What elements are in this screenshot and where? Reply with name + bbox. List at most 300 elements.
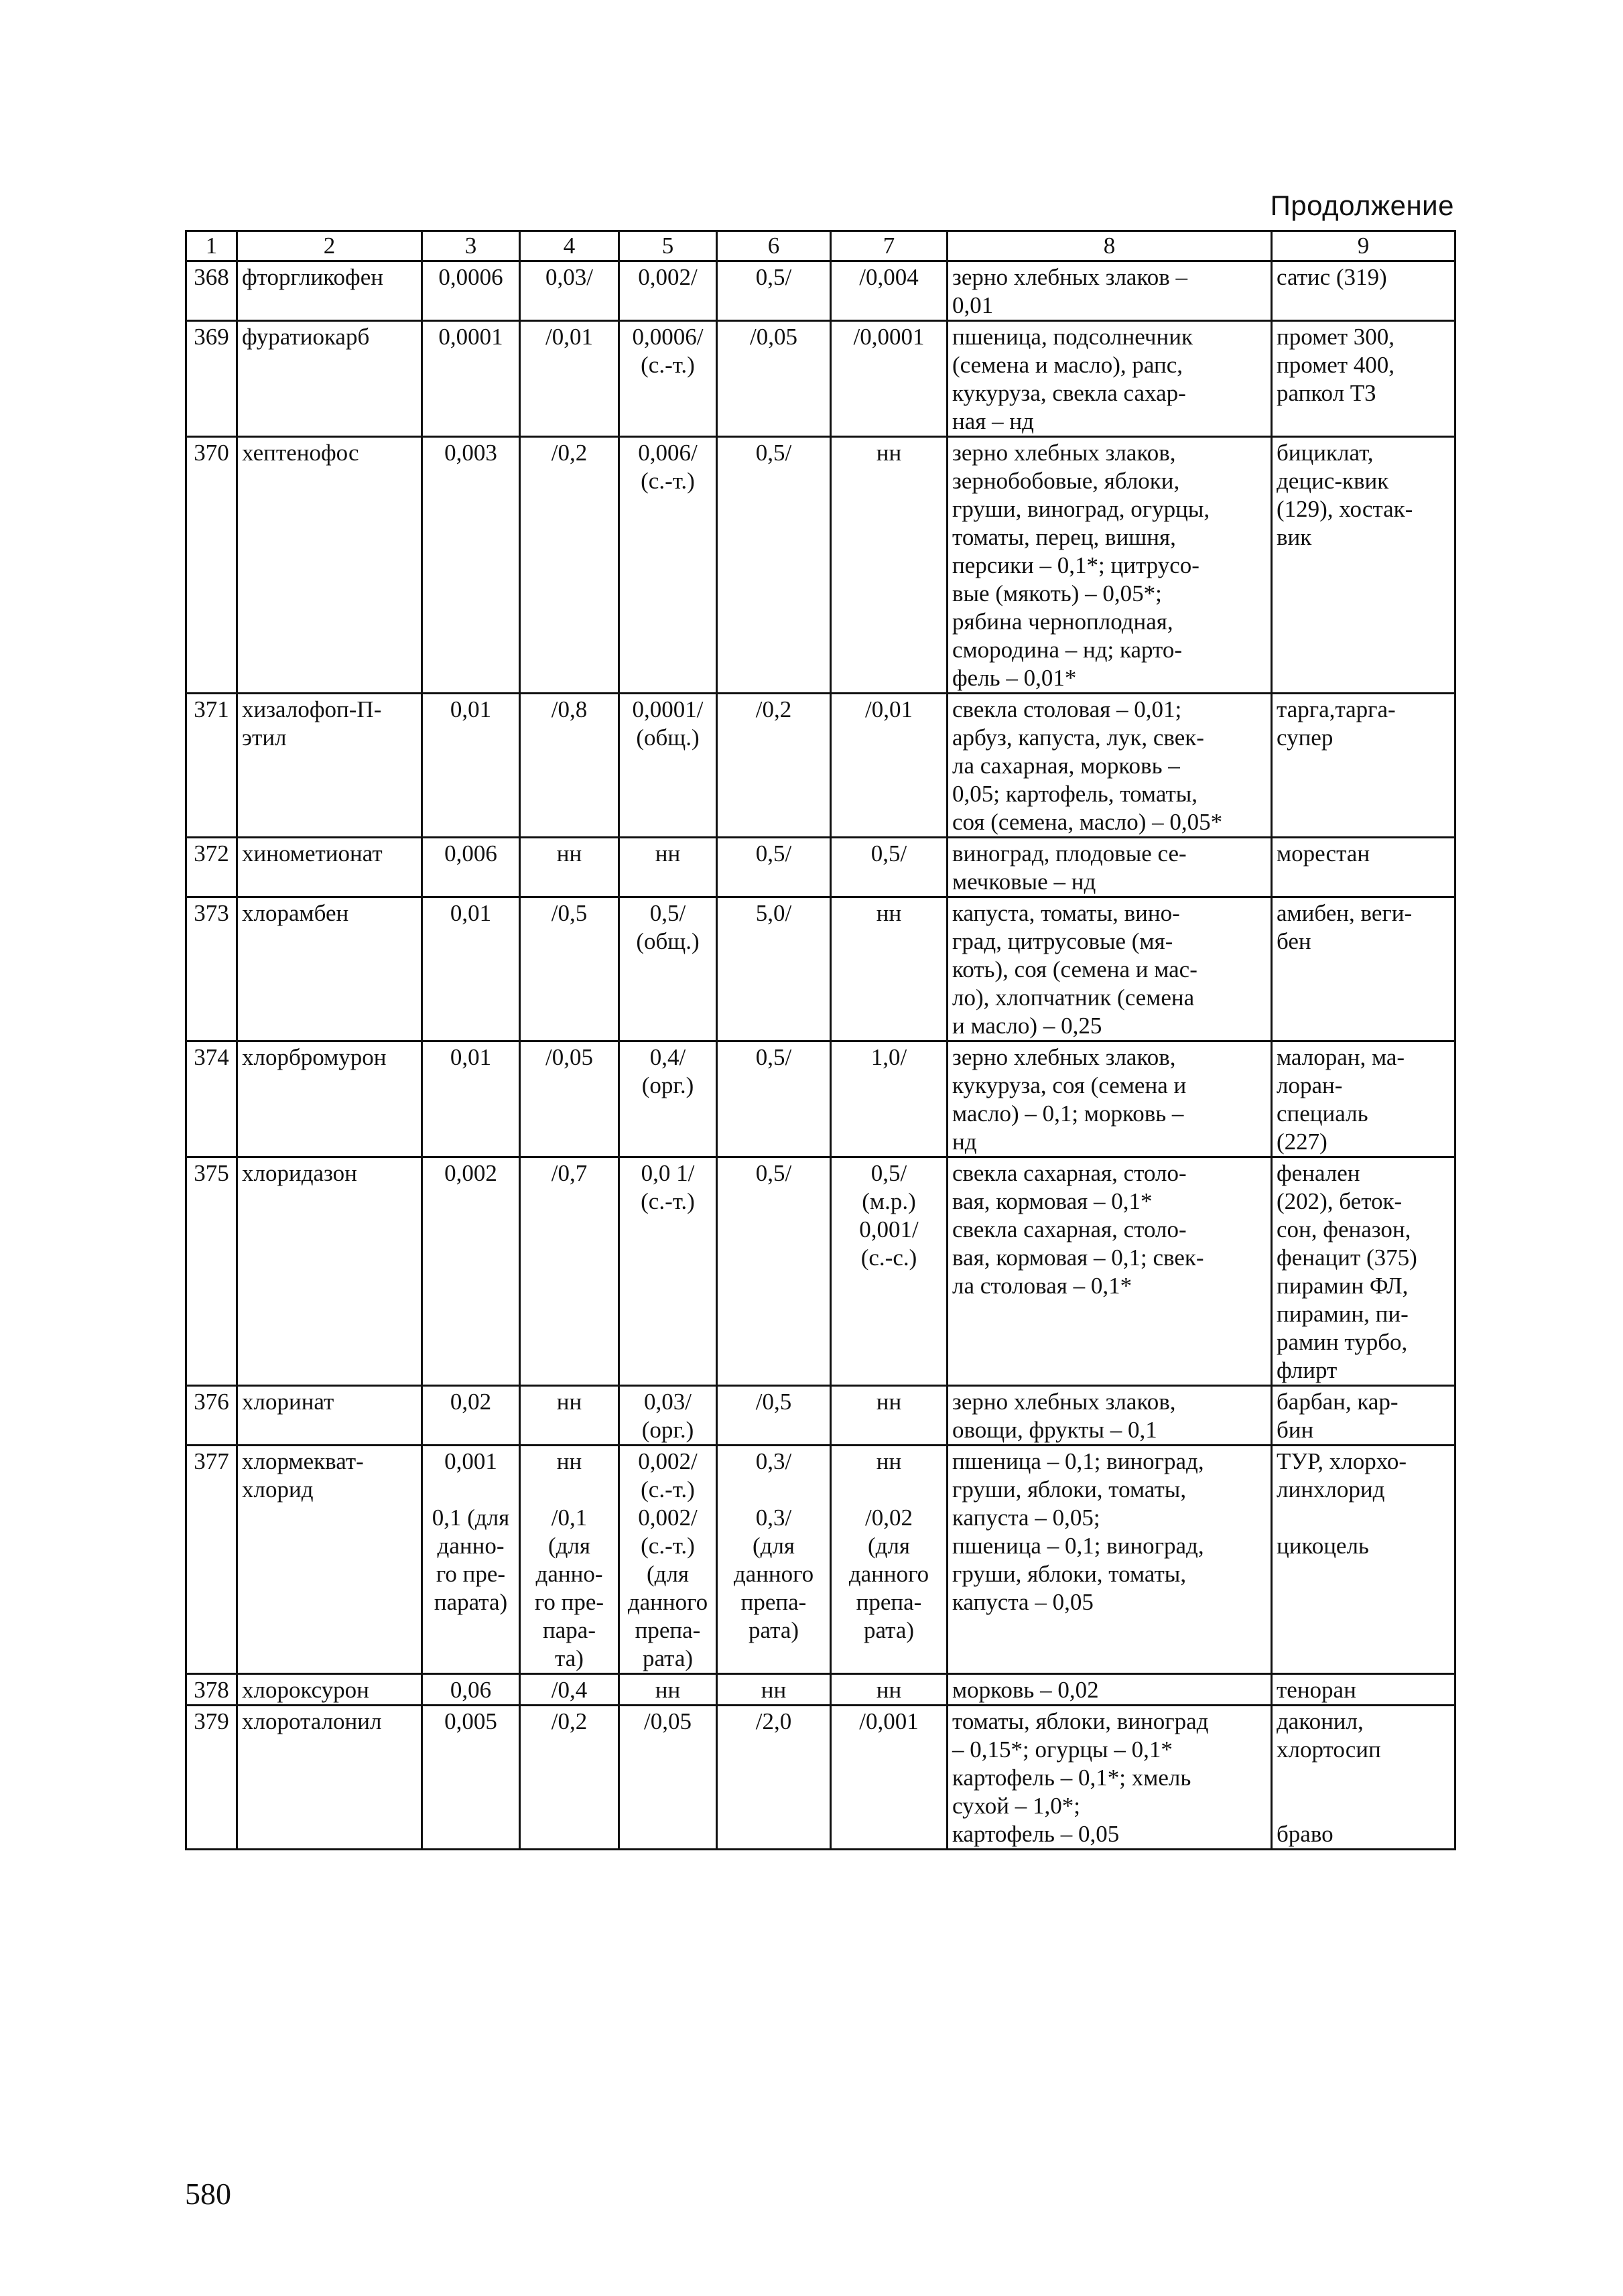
col6-cell [717,437,831,694]
cell-line: пирамин ФЛ, [1277,1273,1409,1299]
cell-line: нн [655,840,681,867]
cell-line: 0,01 [450,1044,492,1070]
col6-cell [717,838,831,897]
cell-line: 0,02 [450,1389,492,1415]
cell-line: сатис (319) [1277,264,1387,290]
cell-line: /2,0 [755,1708,792,1734]
cell-line: 0,5/ [755,840,792,867]
col3-cell [422,1041,520,1157]
col6-cell [717,1674,831,1706]
cell-line: хлортосип [1277,1736,1381,1763]
pesticide-table [185,230,1456,1850]
cell-line: 0,01 [450,900,492,926]
cell-line: 0,5/ [755,1160,792,1186]
cell-line: /0,5 [551,900,588,926]
column-header: 9 [1272,231,1455,261]
cell-line: рамин турбо, [1277,1329,1408,1355]
table-row [186,321,1455,437]
cell-line: морковь – 0,02 [952,1677,1099,1703]
cell-line: капуста, томаты, вино- [952,900,1180,926]
cell-line: град, цитрусовые (мя- [952,928,1173,954]
cell-line: 0,5/ [870,1160,907,1186]
cell-line: зернобобовые, яблоки, [952,468,1180,494]
col6-cell [717,1386,831,1446]
row-number-cell: 377 [186,1446,237,1674]
cell-line: бин [1277,1417,1314,1443]
table-row [186,261,1455,321]
row-number-cell: 376 [186,1386,237,1446]
cell-line: 0,006 [444,840,497,867]
cell-line: рата) [642,1645,694,1671]
cell-line [1277,1504,1450,1532]
cell-line [525,1476,614,1504]
col3-cell [422,261,520,321]
preparations-cell [1272,1157,1455,1386]
col5-cell [619,838,717,897]
cell-line: пара- [543,1617,596,1643]
cell-line: лоран- [1277,1072,1343,1098]
col3-cell [422,437,520,694]
cell-line [836,1476,942,1504]
cell-line: специаль [1277,1100,1368,1127]
preparations-cell [1272,1674,1455,1706]
col3-cell [422,1674,520,1706]
cell-line: фенален [1277,1160,1360,1186]
cell-line: виноград, плодовые се- [952,840,1187,867]
cell-line: нн [556,840,582,867]
cell-line: 0,002/ [638,1505,698,1531]
cell-line: рапкол ТЗ [1277,380,1376,406]
preparations-cell [1272,321,1455,437]
col5-cell [619,1041,717,1157]
row-number-cell: 379 [186,1706,237,1850]
cell-line: 1,0/ [870,1044,907,1070]
cell-line: пирамин, пи- [1277,1301,1409,1327]
cell-line: /0,02 [865,1505,913,1531]
col6-cell [717,1706,831,1850]
cell-line: /0,05 [545,1044,593,1070]
cell-line [1277,1792,1450,1820]
cell-line: 0,5/ [649,900,686,926]
cell-line: 0,01 [450,696,492,722]
cell-line: зерно хлебных злаков, [952,1044,1176,1070]
column-header: 2 [237,231,422,261]
cell-line: груши, виноград, огурцы, [952,496,1210,522]
col6-cell [717,1157,831,1386]
cell-line: 0,3/ [755,1448,792,1474]
cell-line: капуста – 0,05 [952,1589,1094,1615]
cell-line: ла столовая – 0,1* [952,1273,1132,1299]
col7-cell [831,437,948,694]
col6-cell [717,897,831,1041]
cell-line: 5,0/ [755,900,792,926]
cell-line: 0,01 [952,292,994,318]
col7-cell [831,1386,948,1446]
cell-line: та) [555,1645,584,1671]
col4-cell [520,897,619,1041]
table-row [186,838,1455,897]
cell-line: промет 400, [1277,352,1395,378]
cell-line: 0,0001/ [632,696,704,722]
cell-line [722,1476,826,1504]
row-number-cell: 372 [186,838,237,897]
col6-cell [717,694,831,838]
cell-line: 0,03/ [644,1389,692,1415]
crops-mrl-cell [948,897,1272,1041]
page-number: 580 [185,2177,231,2211]
cell-line: фенацит (375) [1277,1245,1417,1271]
col4-cell [520,261,619,321]
cell-line: 0,5/ [755,1044,792,1070]
cell-line: смородина – нд; карто- [952,637,1183,663]
preparations-cell [1272,437,1455,694]
substance-name-cell: хлоринат [237,1386,422,1446]
col3-cell [422,838,520,897]
column-header: 8 [948,231,1272,261]
col4-cell [520,1041,619,1157]
col3-cell [422,1157,520,1386]
cell-line: 0,002 [444,1160,497,1186]
cell-line: 0,002/ [638,264,698,290]
col4-cell [520,1706,619,1850]
row-number-cell: 373 [186,897,237,1041]
cell-line: томаты, перец, вишня, [952,524,1176,550]
substance-name-cell: фторгликофен [237,261,422,321]
col5-cell [619,261,717,321]
preparations-cell [1272,1706,1455,1850]
substance-name-cell: хлороталонил [237,1706,422,1850]
cell-line: 0,001/ [859,1216,919,1242]
col5-cell [619,897,717,1041]
cell-line: препа- [635,1617,701,1643]
col3-cell [422,1386,520,1446]
cell-line: (орг.) [641,1072,694,1098]
cell-line: линхлорид [1277,1476,1385,1503]
preparations-cell [1272,1386,1455,1446]
col7-cell [831,1706,948,1850]
table-row [186,897,1455,1041]
substance-name-cell: хлороксурон [237,1674,422,1706]
table-row [186,694,1455,838]
cell-line: ло), хлопчатник (семена [952,984,1195,1011]
cell-line: груши, яблоки, томаты, [952,1561,1187,1587]
column-header: 5 [619,231,717,261]
cell-line: 0,1 (для [432,1505,510,1531]
cell-line: 0,03/ [545,264,593,290]
cell-line: данного [733,1561,814,1587]
cell-line: свекла столовая – 0,01; [952,696,1182,722]
col5-cell [619,321,717,437]
cell-line: 0,5/ [755,264,792,290]
cell-line: /0,05 [644,1708,692,1734]
cell-line: картофель – 0,1*; хмель [952,1765,1191,1791]
cell-line: браво [1277,1821,1334,1847]
cell-line: морестан [1277,840,1370,867]
col7-cell [831,1674,948,1706]
preparations-cell [1272,261,1455,321]
cell-line: /0,2 [755,696,792,722]
substance-name-cell: хептенофос [237,437,422,694]
cell-line: 0,5/ [870,840,907,867]
column-header: 7 [831,231,948,261]
substance-name-cell: хлорамбен [237,897,422,1041]
preparations-cell [1272,1446,1455,1674]
cell-line: промет 300, [1277,324,1395,350]
cell-line: свекла сахарная, столо- [952,1160,1187,1186]
cell-line: нн [556,1389,582,1415]
cell-line: 0,0 1/ [641,1160,695,1186]
column-header: 6 [717,231,831,261]
col4-cell [520,694,619,838]
cell-line: (с.-т.) [641,352,695,378]
cell-line: препа- [856,1589,922,1615]
cell-line: (для [867,1533,911,1559]
cell-line: 0,4/ [649,1044,686,1070]
cell-line: 0,006/ [638,440,698,466]
row-number-cell: 370 [186,437,237,694]
cell-line: пшеница – 0,1; виноград, [952,1533,1204,1559]
col6-cell [717,321,831,437]
cell-line: го пре- [534,1589,604,1615]
cell-line: ТУР, хлорхо- [1277,1448,1407,1474]
cell-line: данного [848,1561,929,1587]
cell-line: капуста – 0,05; [952,1505,1100,1531]
col5-cell [619,694,717,838]
cell-line: 0,3/ [755,1505,792,1531]
cell-line: нн [761,1677,787,1703]
col7-cell [831,321,948,437]
cell-line: нн [876,440,902,466]
cell-line: мечковые – нд [952,869,1096,895]
cell-line: нд [952,1129,977,1155]
cell-line: вые (мякоть) – 0,05*; [952,580,1162,607]
cell-line: овощи, фрукты – 0,1 [952,1417,1157,1443]
cell-line: данного [627,1589,708,1615]
col7-cell [831,1157,948,1386]
row-number-cell: 369 [186,321,237,437]
table-row [186,1157,1455,1386]
table-row [186,1041,1455,1157]
cell-line: ла сахарная, морковь – [952,753,1180,779]
cell-line: 0,002/ [638,1448,698,1474]
cell-line: сон, феназон, [1277,1216,1411,1242]
cell-line: 0,005 [444,1708,497,1734]
cell-line: (м.р.) [862,1188,916,1214]
cell-line: данно- [535,1561,603,1587]
substance-name-cell: хизалофоп-П-этил [237,694,422,838]
cell-line: пшеница – 0,1; виноград, [952,1448,1204,1474]
crops-mrl-cell [948,694,1272,838]
substance-name-cell: хлормекват-хлорид [237,1446,422,1674]
cell-line: даконил, [1277,1708,1364,1734]
table-row [186,437,1455,694]
cell-line: (129), хостак- [1277,496,1413,522]
crops-mrl-cell [948,1157,1272,1386]
cell-line: – 0,15*; огурцы – 0,1* [952,1736,1173,1763]
cell-line: персики – 0,1*; цитрусо- [952,552,1199,578]
col4-cell [520,1446,619,1674]
col4-cell [520,1157,619,1386]
cell-line: теноран [1277,1677,1356,1703]
row-number-cell: 378 [186,1674,237,1706]
substance-name-cell: хлорбромурон [237,1041,422,1157]
cell-line: нн [876,1677,902,1703]
column-header: 3 [422,231,520,261]
cell-line: 0,003 [444,440,497,466]
crops-mrl-cell [948,437,1272,694]
cell-line: барбан, кар- [1277,1389,1399,1415]
cell-line: свекла сахарная, столо- [952,1216,1187,1242]
cell-line: амибен, веги- [1277,900,1413,926]
continuation-label: Продолжение [1270,190,1454,221]
cell-line: 0,0006 [438,264,503,290]
cell-line: вик [1277,524,1312,550]
cell-line: ная – нд [952,408,1034,434]
cell-line: /0,004 [859,264,919,290]
col4-cell [520,1386,619,1446]
col5-cell [619,437,717,694]
cell-line: /0,01 [865,696,913,722]
cell-line: масло) – 0,1; морковь – [952,1100,1184,1127]
cell-line: коть), соя (семена и мас- [952,956,1197,982]
cell-line: 0,0006/ [632,324,704,350]
cell-line: /0,05 [750,324,797,350]
cell-line: (для [646,1561,690,1587]
cell-line: (с.-т.) [641,1476,695,1503]
col6-cell [717,1446,831,1674]
cell-line: зерно хлебных злаков – [952,264,1187,290]
cell-line: /0,001 [859,1708,919,1734]
cell-line: /0,0001 [853,324,925,350]
cell-line: нн [876,1389,902,1415]
cell-line: (227) [1277,1129,1327,1155]
col5-cell [619,1706,717,1850]
col5-cell [619,1386,717,1446]
row-number-cell: 371 [186,694,237,838]
table-row [186,1386,1455,1446]
cell-line: /0,8 [551,696,588,722]
cell-line: (семена и масло), рапс, [952,352,1183,378]
crops-mrl-cell [948,838,1272,897]
cell-line: препа- [740,1589,807,1615]
cell-line: (202), беток- [1277,1188,1403,1214]
preparations-cell [1272,838,1455,897]
cell-line: /0,01 [545,324,593,350]
cell-line: (с.-т.) [641,1188,695,1214]
cell-line: парата) [434,1589,508,1615]
col6-cell [717,1041,831,1157]
cell-line: 0,0001 [438,324,503,350]
cell-line: зерно хлебных злаков, [952,1389,1176,1415]
cell-line: бициклат, [1277,440,1374,466]
preparations-cell [1272,897,1455,1041]
cell-line: кукуруза, соя (семена и [952,1072,1187,1098]
cell-line: соя (семена, масло) – 0,05* [952,809,1223,835]
cell-line: пшеница, подсолнечник [952,324,1193,350]
cell-line: (для [547,1533,591,1559]
cell-line: вая, кормовая – 0,1; свек- [952,1245,1204,1271]
cell-line: зерно хлебных злаков, [952,440,1176,466]
col4-cell [520,321,619,437]
cell-line: /0,2 [551,1708,588,1734]
cell-line: рябина черноплодная, [952,609,1173,635]
cell-line: супер [1277,724,1334,751]
cell-line: рата) [748,1617,799,1643]
row-number-cell: 375 [186,1157,237,1386]
cell-line: (общ.) [636,928,700,954]
cell-line: фель – 0,01* [952,665,1077,691]
col3-cell [422,321,520,437]
crops-mrl-cell [948,1706,1272,1850]
col6-cell [717,261,831,321]
col7-cell [831,897,948,1041]
col7-cell [831,1446,948,1674]
crops-mrl-cell [948,261,1272,321]
cell-line: рата) [863,1617,915,1643]
preparations-cell [1272,694,1455,838]
col7-cell [831,838,948,897]
cell-line: вая, кормовая – 0,1* [952,1188,1153,1214]
cell-line: бен [1277,928,1311,954]
cell-line: нн [876,900,902,926]
cell-line: картофель – 0,05 [952,1821,1120,1847]
cell-line: томаты, яблоки, виноград [952,1708,1209,1734]
col4-cell [520,437,619,694]
col5-cell [619,1674,717,1706]
col7-cell [831,1041,948,1157]
col4-cell [520,1674,619,1706]
cell-line: цикоцель [1277,1533,1369,1559]
cell-line: (с.-т.) [641,1533,695,1559]
col3-cell [422,897,520,1041]
cell-line: 0,001 [444,1448,497,1474]
substance-name-cell: хинометионат [237,838,422,897]
cell-line: груши, яблоки, томаты, [952,1476,1187,1503]
cell-line: 0,05; картофель, томаты, [952,781,1198,807]
row-number-cell: 368 [186,261,237,321]
column-header: 4 [520,231,619,261]
cell-line [1277,1764,1450,1792]
col3-cell [422,694,520,838]
cell-line: го пре- [436,1561,506,1587]
cell-line: тарга,тарга- [1277,696,1396,722]
table-row [186,1706,1455,1850]
table-header-row [186,231,1455,261]
cell-line: /0,2 [551,440,588,466]
cell-line: нн [876,1448,902,1474]
substance-name-cell: фуратиокарб [237,321,422,437]
cell-line: данно- [437,1533,505,1559]
cell-line: (для [752,1533,795,1559]
col5-cell [619,1446,717,1674]
table-row [186,1446,1455,1674]
substance-name-cell: хлоридазон [237,1157,422,1386]
col4-cell [520,838,619,897]
cell-line: 0,5/ [755,440,792,466]
cell-line: арбуз, капуста, лук, свек- [952,724,1204,751]
cell-line: (с.-т.) [641,468,695,494]
cell-line: 0,06 [450,1677,492,1703]
crops-mrl-cell [948,1674,1272,1706]
cell-line: нн [655,1677,681,1703]
col7-cell [831,261,948,321]
cell-line [427,1476,515,1504]
crops-mrl-cell [948,1446,1272,1674]
cell-line: кукуруза, свекла сахар- [952,380,1186,406]
cell-line: флирт [1277,1357,1338,1383]
col3-cell [422,1446,520,1674]
preparations-cell [1272,1041,1455,1157]
